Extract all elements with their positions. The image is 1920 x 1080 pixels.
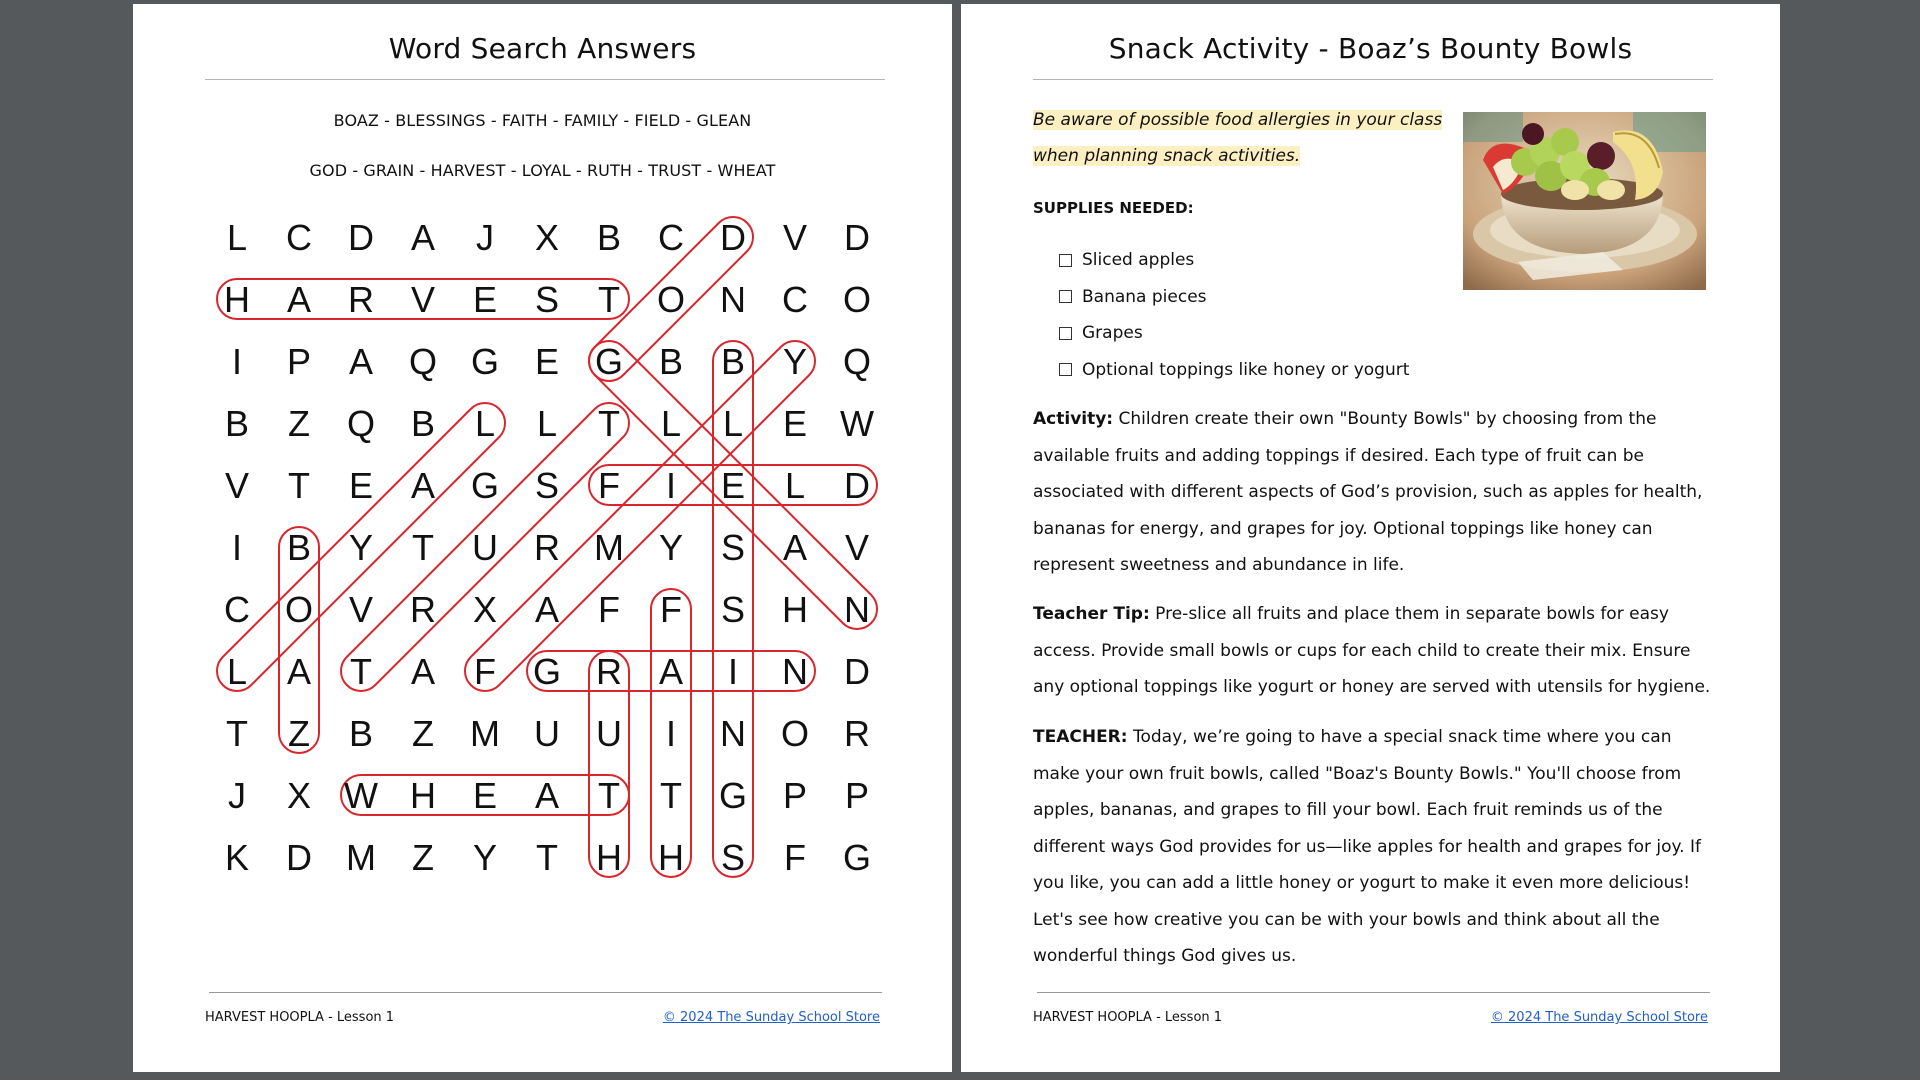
activity-paragraph: Activity: Children create their own "Bounty Bowls" by choosing from the available fruits and adding toppings if desired. Each type of fruit can be associated with different aspects of God’s provision, such as apples for health, bananas for energy, and grapes for joy. Optional toppings like honey can represent sweetness and abundance in life. <box>1033 409 1703 575</box>
grid-letter: E <box>720 465 746 506</box>
fruit-bowl-image <box>1463 112 1706 290</box>
grid-letter: A <box>658 651 684 692</box>
grid-letter: L <box>660 403 682 444</box>
footer-divider <box>209 992 882 993</box>
grid-letter: A <box>534 589 560 630</box>
grid-letter: L <box>226 651 248 692</box>
grid-letter: J <box>228 775 246 816</box>
grid-letter: Q <box>408 341 438 382</box>
grid-letter: E <box>472 279 498 320</box>
grid-letter: G <box>470 341 500 382</box>
grid-letter: E <box>782 403 808 444</box>
grid-letter: I <box>665 713 677 754</box>
grid-letter: S <box>720 589 746 630</box>
allergy-note <box>1033 102 1453 174</box>
grid-letter: C <box>286 217 312 258</box>
word-search-grid <box>133 4 952 964</box>
grid-letter: S <box>720 837 746 878</box>
grid-letter: N <box>720 713 746 754</box>
supply-item: Sliced apples <box>1059 242 1409 279</box>
teacher-tip-label: Teacher Tip: <box>1033 604 1150 624</box>
grid-letter: B <box>658 341 684 382</box>
grid-letter: A <box>348 341 374 382</box>
grid-letter: L <box>474 403 496 444</box>
grid-letter: S <box>534 465 560 506</box>
grid-letter: F <box>474 651 496 692</box>
footer-lesson: HARVEST HOOPLA - Lesson 1 <box>1033 1010 1223 1025</box>
grid-letter: A <box>410 465 436 506</box>
grid-letter: U <box>596 713 622 754</box>
footer-divider <box>1037 992 1710 993</box>
grid-letter: A <box>410 651 436 692</box>
grid-letter: V <box>844 527 870 568</box>
grid-letter: V <box>782 217 808 258</box>
grid-letter: Y <box>782 341 808 382</box>
grid-letter: D <box>348 217 374 258</box>
grid-letter: P <box>782 775 808 816</box>
footer-lesson: HARVEST HOOPLA - Lesson 1 <box>205 1010 395 1025</box>
grid-letter: D <box>844 217 870 258</box>
footer-copyright-link[interactable]: © 2024 The Sunday School Store <box>1490 1010 1708 1025</box>
grid-letter: A <box>534 775 560 816</box>
page-title: Snack Activity - Boaz’s Bounty Bowls <box>1108 32 1633 65</box>
grid-letter: L <box>784 465 806 506</box>
grid-letter: L <box>722 403 744 444</box>
grid-letter: L <box>226 217 248 258</box>
grid-letter: P <box>286 341 312 382</box>
supply-item: Grapes <box>1059 315 1409 352</box>
grid-letter: A <box>286 279 312 320</box>
grid-letter: S <box>534 279 560 320</box>
grid-letter: P <box>844 775 870 816</box>
grid-letter: S <box>720 527 746 568</box>
grid-letter: K <box>224 837 250 878</box>
grid-letter: Z <box>288 713 310 754</box>
grid-letter: T <box>226 713 248 754</box>
grid-letter: I <box>231 527 243 568</box>
grid-letter: E <box>472 775 498 816</box>
checkbox-icon[interactable] <box>1059 327 1072 340</box>
grid-letter: R <box>348 279 374 320</box>
grid-letter: T <box>412 527 434 568</box>
grid-letter: X <box>472 589 498 630</box>
grid-letter: G <box>470 465 500 506</box>
grid-letter: G <box>532 651 562 692</box>
grid-letter: C <box>224 589 250 630</box>
grid-letter: D <box>844 651 870 692</box>
grid-letter: V <box>410 279 436 320</box>
grid-letter: O <box>842 279 872 320</box>
grid-letter: O <box>780 713 810 754</box>
grid-letter: B <box>720 341 746 382</box>
grid-letter: Y <box>472 837 498 878</box>
grid-letter: E <box>534 341 560 382</box>
grid-letter: F <box>784 837 806 878</box>
grid-letter: M <box>470 713 500 754</box>
grid-letter: T <box>598 775 620 816</box>
allergy-note-text: Be aware of possible food allergies in your class when planning snack activities. <box>1033 110 1443 166</box>
grid-letter: Y <box>348 527 374 568</box>
grid-letter: N <box>720 279 746 320</box>
grid-letter: A <box>286 651 312 692</box>
grid-letter: G <box>718 775 748 816</box>
grid-letter: N <box>782 651 808 692</box>
grid-letter: B <box>348 713 374 754</box>
grid-letter: T <box>598 403 620 444</box>
grid-letter: I <box>231 341 243 382</box>
grid-letter: A <box>782 527 808 568</box>
grid-letter: Z <box>288 403 310 444</box>
grid-letter: T <box>350 651 372 692</box>
grid-letter: W <box>344 775 378 816</box>
grid-letter: F <box>660 589 682 630</box>
grid-letter: X <box>534 217 560 258</box>
grid-letter: G <box>594 341 624 382</box>
grid-letter: Y <box>658 527 684 568</box>
checkbox-icon[interactable] <box>1059 254 1072 267</box>
grid-letter: D <box>720 217 746 258</box>
grid-letter: R <box>596 651 622 692</box>
grid-letter: F <box>598 589 620 630</box>
grid-letter: H <box>410 775 436 816</box>
grid-letter: C <box>658 217 684 258</box>
grid-letter: Q <box>346 403 376 444</box>
word-list-line-1: BOAZ - BLESSINGS - FAITH - FAMILY - FIELD - GLEAN <box>333 111 752 130</box>
grid-letter: V <box>348 589 374 630</box>
grid-letter: H <box>224 279 250 320</box>
page-title: Word Search Answers <box>388 32 697 65</box>
grid-letter: R <box>844 713 870 754</box>
grid-letter: T <box>598 279 620 320</box>
supplies-heading: SUPPLIES NEEDED: <box>1033 199 1194 217</box>
grid-letter: I <box>665 465 677 506</box>
grid-letter: Z <box>412 713 434 754</box>
footer-copyright-link[interactable]: © 2024 The Sunday School Store <box>662 1010 880 1025</box>
grid-letter: U <box>534 713 560 754</box>
grid-letter: O <box>284 589 314 630</box>
activity-label: Activity: <box>1033 409 1114 429</box>
grid-letter: V <box>224 465 250 506</box>
grid-letter: I <box>727 651 739 692</box>
teacher-tip-paragraph: Teacher Tip: Pre-slice all fruits and place them in separate bowls for easy access. Provide small bowls or cups for each child to create their mix. Ensure any optional toppings like yogurt or honey are served with utensils for hygiene. <box>1033 604 1711 697</box>
word-list-line-2: GOD - GRAIN - HARVEST - LOYAL - RUTH - TRUST - WHEAT <box>309 161 776 180</box>
grid-letter: F <box>598 465 620 506</box>
grid-letter: A <box>410 217 436 258</box>
snack-activity-page <box>961 4 1780 1072</box>
grid-letter: H <box>658 837 684 878</box>
grid-letter: X <box>286 775 312 816</box>
grid-letter: H <box>596 837 622 878</box>
grid-letter: B <box>596 217 622 258</box>
grid-letter: T <box>288 465 310 506</box>
checkbox-icon[interactable] <box>1059 290 1072 303</box>
grid-letter: D <box>286 837 312 878</box>
grid-letter: M <box>594 527 624 568</box>
checkbox-icon[interactable] <box>1059 363 1072 376</box>
supply-item: Optional toppings like honey or yogurt <box>1059 352 1409 389</box>
title-divider <box>1033 79 1713 80</box>
grid-letter: N <box>844 589 870 630</box>
grid-letter: R <box>534 527 560 568</box>
grid-letter: J <box>476 217 494 258</box>
grid-letter: H <box>782 589 808 630</box>
grid-letter: M <box>346 837 376 878</box>
grid-letter: W <box>840 403 874 444</box>
grid-letter: C <box>782 279 808 320</box>
answer-outline-family <box>457 333 824 700</box>
teacher-script-paragraph: TEACHER: Today, we’re going to have a special snack time where you can make your own fruit bowls, called "Boaz's Bounty Bowls." You'll choose from apples, bananas, and grapes to fill your bowl. Each fruit reminds us of the different ways God provides for us—like apples for health and grapes for joy. If you like, you can add a little honey or yogurt to make it even more delicious! Let's see how creative you can be with your bowls and think about all the wonderful things God gives us. <box>1033 727 1701 966</box>
grid-letter: Q <box>842 341 872 382</box>
grid-letter: L <box>536 403 558 444</box>
grid-letter: B <box>410 403 436 444</box>
grid-letter: B <box>224 403 250 444</box>
grid-letter: G <box>842 837 872 878</box>
grid-letter: U <box>472 527 498 568</box>
teacher-label: TEACHER: <box>1033 727 1128 747</box>
supplies-list <box>1059 242 1409 388</box>
grid-letter: T <box>536 837 558 878</box>
word-search-page <box>133 4 952 1072</box>
grid-letter: Z <box>412 837 434 878</box>
grid-letter: R <box>410 589 436 630</box>
grid-letter: D <box>844 465 870 506</box>
grid-letter: E <box>348 465 374 506</box>
grid-letter: O <box>656 279 686 320</box>
supply-item: Banana pieces <box>1059 279 1409 316</box>
grid-letter: B <box>286 527 312 568</box>
grid-letter: T <box>660 775 682 816</box>
